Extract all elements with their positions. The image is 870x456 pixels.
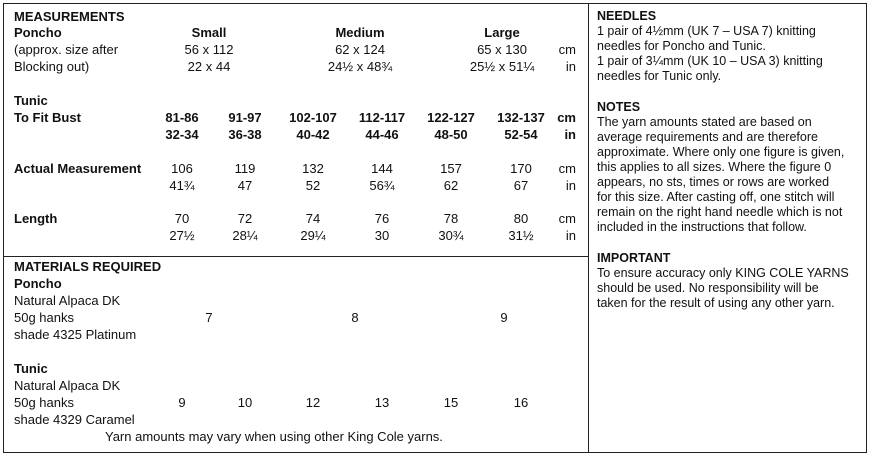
bust-cm-6: 132-137 <box>497 110 545 125</box>
bust-in-6: 52-54 <box>504 127 538 142</box>
actual-cm-4: 144 <box>371 161 393 176</box>
actual-cm-2: 119 <box>234 161 256 176</box>
materials-poncho-yarn: Natural Alpaca DK <box>14 293 121 308</box>
materials-poncho-shade: shade 4325 Platinum <box>14 327 137 342</box>
poncho-unit-in: in <box>565 59 576 74</box>
needles-line-4: needles for Tunic only. <box>597 69 722 83</box>
poncho-label: Poncho <box>14 25 62 40</box>
actual-in-5: 62 <box>443 178 459 193</box>
bust-cm-3: 102-107 <box>289 110 337 125</box>
measurements-heading: MEASUREMENTS <box>14 9 125 24</box>
actual-in-4: 56¾ <box>369 178 395 193</box>
notes-line-5: appears, no sts, times or rows are worked <box>597 175 830 189</box>
tunic-actual-label: Actual Measurement <box>14 161 142 176</box>
materials-poncho-label: Poncho <box>14 276 62 291</box>
length-cm-3: 74 <box>305 211 321 226</box>
length-in-3: 29¼ <box>300 228 326 243</box>
materials-heading: MATERIALS REQUIRED <box>14 259 162 274</box>
actual-in-3: 52 <box>305 178 321 193</box>
actual-in-2: 47 <box>237 178 253 193</box>
poncho-row1-medium: 62 x 124 <box>335 42 385 57</box>
column-divider <box>588 3 589 453</box>
materials-poncho-hanks: 50g hanks <box>14 310 74 325</box>
length-cm-4: 76 <box>374 211 390 226</box>
bust-in-3: 40-42 <box>296 127 330 142</box>
bust-cm-5: 122-127 <box>427 110 475 125</box>
notes-line-6: for this size. After casting off, one stitch will <box>597 190 835 204</box>
actual-unit-in: in <box>565 178 576 193</box>
bust-cm-2: 91-97 <box>228 110 262 125</box>
notes-heading: NOTES <box>597 100 641 114</box>
length-in-4: 30 <box>374 228 390 243</box>
materials-footnote: Yarn amounts may vary when using other King Cole yarns. <box>105 429 443 444</box>
bust-in-2: 36-38 <box>228 127 262 142</box>
bust-unit-in: in <box>564 127 576 142</box>
bust-in-1: 32-34 <box>165 127 199 142</box>
actual-in-6: 67 <box>513 178 529 193</box>
bust-in-4: 44-46 <box>365 127 399 142</box>
bust-unit-cm: cm <box>557 110 576 125</box>
poncho-size-large: Large <box>484 25 520 40</box>
poncho-row1-large: 65 x 130 <box>477 42 527 57</box>
notes-line-4: this applies to all sizes. Where the figure 0 <box>597 160 832 174</box>
length-unit-cm: cm <box>558 211 576 226</box>
tunic-amount-4: 13 <box>374 395 390 410</box>
tunic-amount-2: 10 <box>237 395 253 410</box>
length-cm-1: 70 <box>174 211 190 226</box>
length-unit-in: in <box>565 228 576 243</box>
poncho-row2-medium: 24½ x 48¾ <box>327 59 393 74</box>
section-divider <box>3 256 589 257</box>
length-in-2: 28¼ <box>232 228 258 243</box>
actual-cm-3: 132 <box>302 161 324 176</box>
poncho-unit-cm: cm <box>558 42 576 57</box>
tunic-fit-label: To Fit Bust <box>14 110 81 125</box>
poncho-amount-medium: 8 <box>351 310 359 325</box>
notes-line-8: included in the instructions that follow. <box>597 220 807 234</box>
bust-cm-1: 81-86 <box>165 110 199 125</box>
important-line-1: To ensure accuracy only KING COLE YARNS <box>597 266 849 280</box>
needles-line-2: needles for Poncho and Tunic. <box>597 39 766 53</box>
tunic-label: Tunic <box>14 93 48 108</box>
length-cm-2: 72 <box>237 211 253 226</box>
important-line-2: should be used. No responsibility will be <box>597 281 819 295</box>
poncho-size-medium: Medium <box>335 25 385 40</box>
bust-cm-4: 112-117 <box>358 110 406 125</box>
actual-cm-5: 157 <box>440 161 462 176</box>
poncho-size-small: Small <box>191 25 227 40</box>
materials-tunic-label: Tunic <box>14 361 48 376</box>
needles-heading: NEEDLES <box>597 9 657 23</box>
length-in-5: 30¾ <box>438 228 464 243</box>
tunic-amount-5: 15 <box>443 395 459 410</box>
tunic-amount-6: 16 <box>513 395 529 410</box>
poncho-row2-large: 25½ x 51¼ <box>469 59 535 74</box>
poncho-row2-small: 22 x 44 <box>187 59 231 74</box>
needles-line-3: 1 pair of 3¼mm (UK 10 – USA 3) knitting <box>597 54 823 68</box>
tunic-amount-1: 9 <box>178 395 186 410</box>
poncho-row1-small: 56 x 112 <box>184 42 234 57</box>
needles-line-1: 1 pair of 4½mm (UK 7 – USA 7) knitting <box>597 24 816 38</box>
poncho-row2-label: Blocking out) <box>14 59 90 74</box>
actual-in-1: 41¾ <box>169 178 195 193</box>
important-line-3: taken for the result of using any other yarn. <box>597 296 835 310</box>
important-heading: IMPORTANT <box>597 251 671 265</box>
bust-in-5: 48-50 <box>434 127 468 142</box>
notes-line-3: approximate. Where only one figure is given, <box>597 145 845 159</box>
notes-line-1: The yarn amounts stated are based on <box>597 115 812 129</box>
materials-tunic-hanks: 50g hanks <box>14 395 74 410</box>
materials-tunic-shade: shade 4329 Caramel <box>14 412 135 427</box>
poncho-row1-label: (approx. size after <box>14 42 119 57</box>
notes-line-2: average requirements and are therefore <box>597 130 818 144</box>
length-in-1: 27½ <box>169 228 195 243</box>
length-cm-5: 78 <box>443 211 459 226</box>
poncho-amount-small: 7 <box>205 310 213 325</box>
length-in-6: 31½ <box>508 228 534 243</box>
tunic-length-label: Length <box>14 211 58 226</box>
notes-line-7: remain on the right hand needle which is not <box>597 205 843 219</box>
poncho-amount-large: 9 <box>500 310 508 325</box>
length-cm-6: 80 <box>513 211 529 226</box>
tunic-amount-3: 12 <box>305 395 321 410</box>
actual-unit-cm: cm <box>558 161 576 176</box>
actual-cm-1: 106 <box>171 161 193 176</box>
actual-cm-6: 170 <box>510 161 532 176</box>
materials-tunic-yarn: Natural Alpaca DK <box>14 378 121 393</box>
